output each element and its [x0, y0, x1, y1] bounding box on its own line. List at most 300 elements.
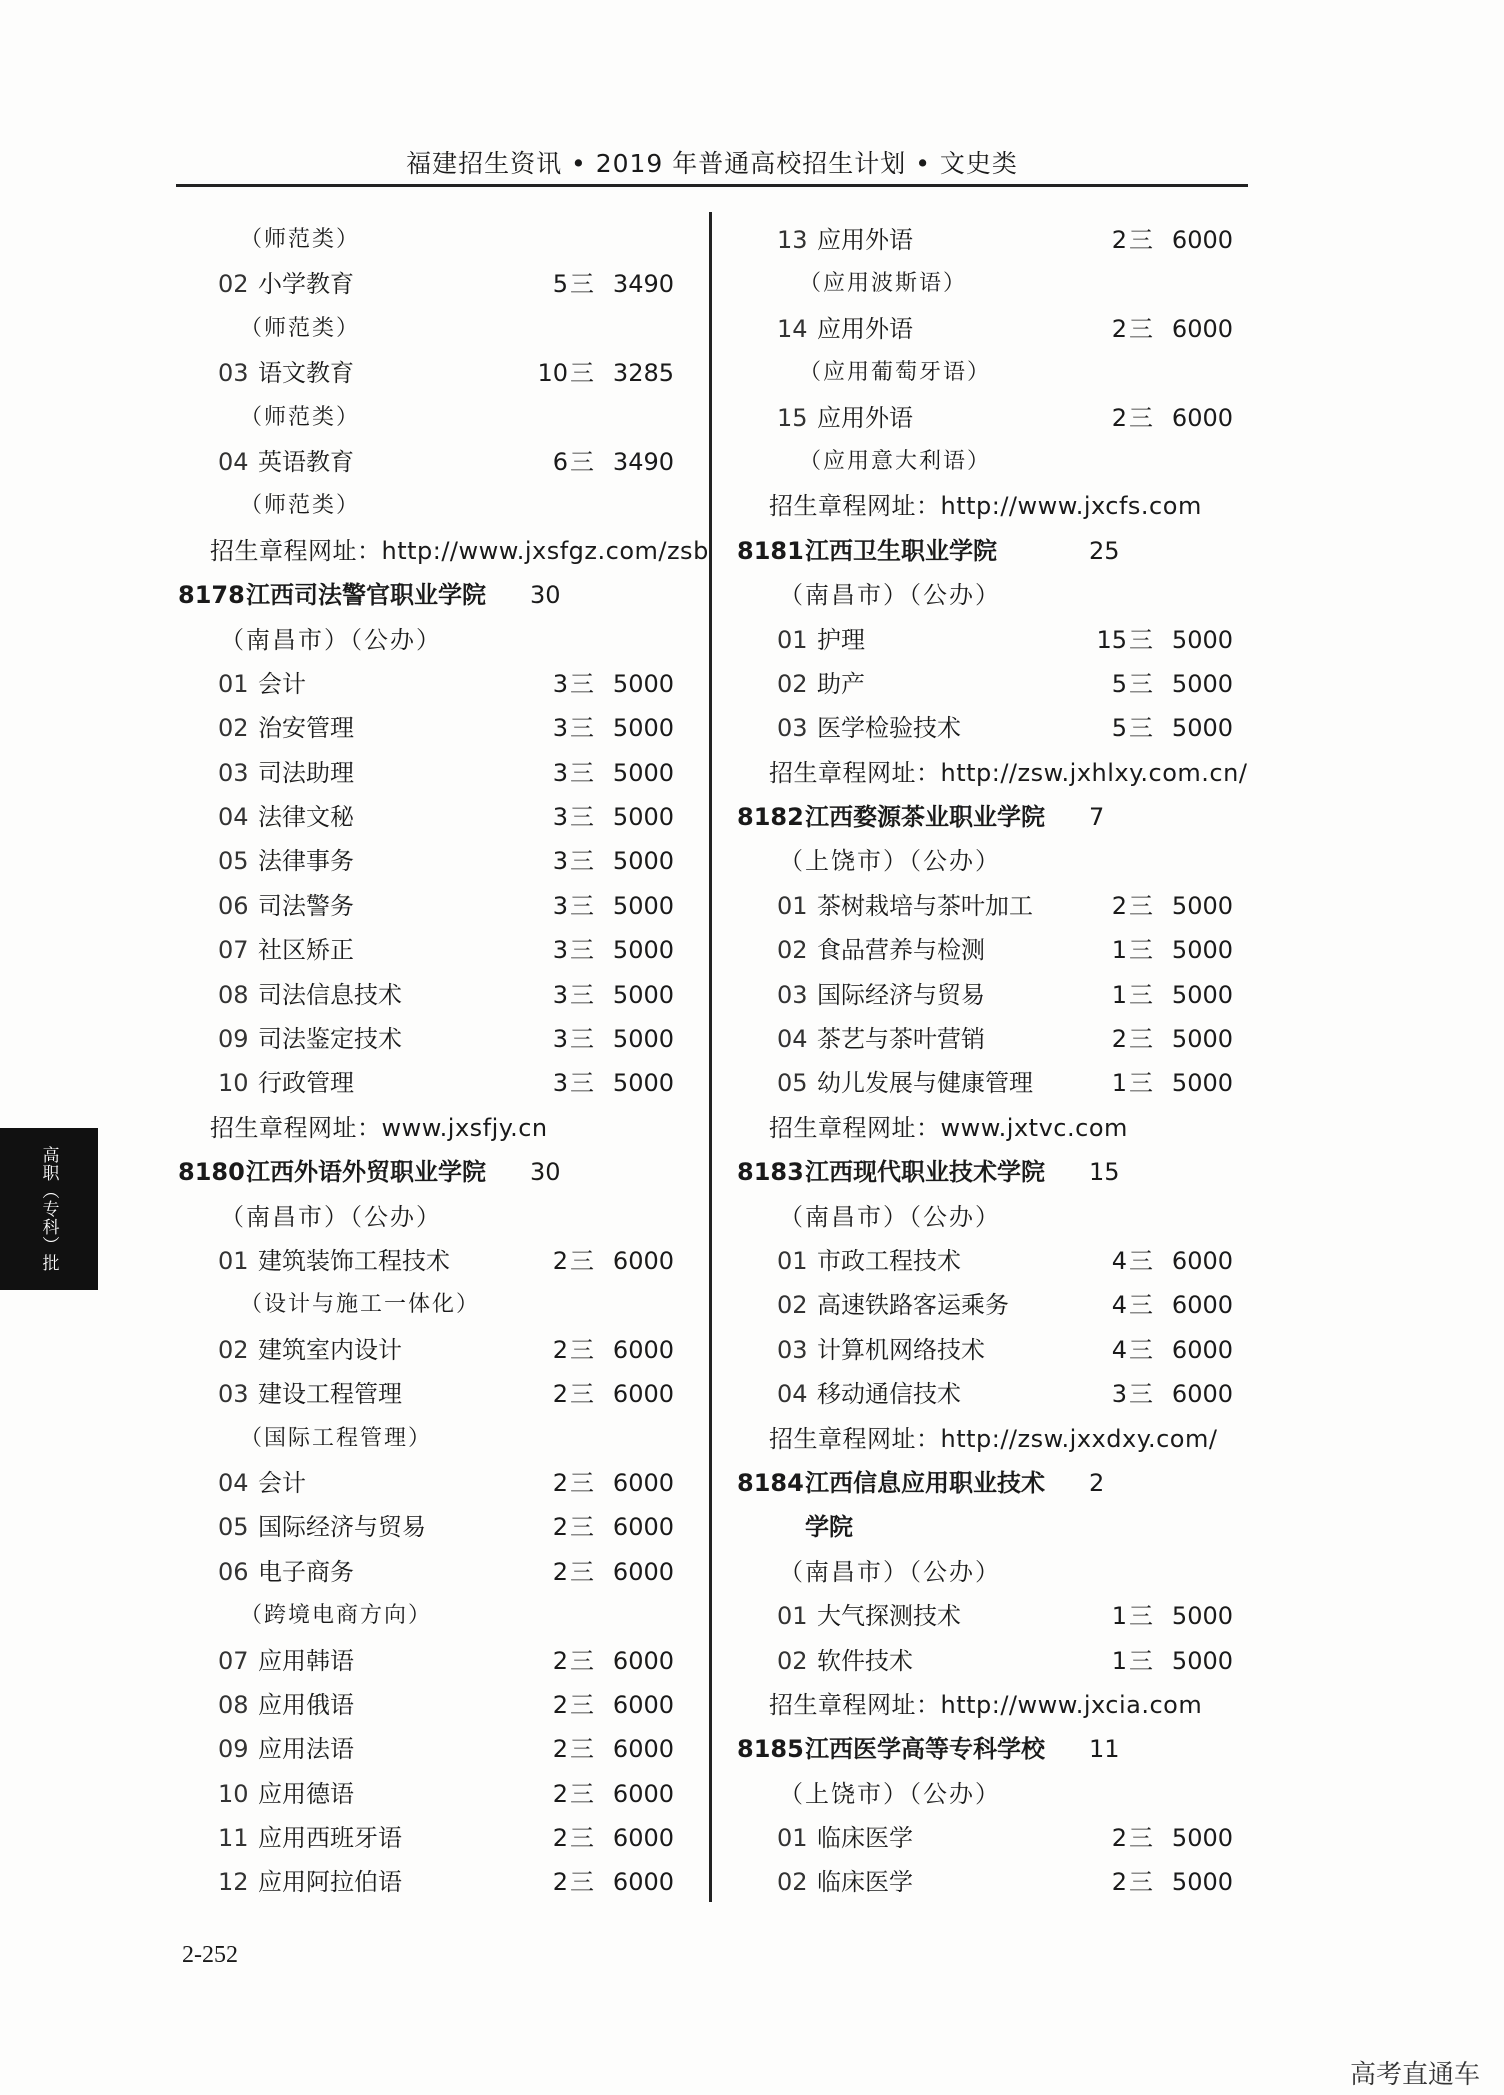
major-row — [737, 618, 1237, 662]
enrollment-count: 15 — [1096, 625, 1127, 654]
school-quota: 30 — [530, 581, 561, 610]
tuition-tier: 三 — [570, 1025, 594, 1054]
major-name: 国际经济与贸易 — [258, 1513, 426, 1542]
tuition-tier: 三 — [570, 1557, 594, 1586]
tuition-tier: 三 — [570, 1380, 594, 1409]
major-row — [178, 1505, 678, 1549]
tuition-fee: 6000 — [612, 1646, 674, 1675]
major-name: 治安管理 — [258, 714, 354, 743]
enrollment-count: 3 — [552, 891, 568, 920]
right-column — [737, 218, 1248, 1905]
major-note-row — [737, 440, 1237, 484]
major-name: 茶艺与茶叶营销 — [817, 1025, 985, 1054]
enrollment-count: 1 — [1111, 1069, 1127, 1098]
enrollment-count: 2 — [552, 1380, 568, 1409]
major-note-row — [737, 351, 1237, 395]
major-row — [737, 1639, 1237, 1683]
major-name: 软件技术 — [817, 1646, 913, 1675]
school-location-row — [178, 618, 678, 662]
enrollment-count: 2 — [1111, 1025, 1127, 1054]
major-row — [178, 1372, 678, 1416]
major-name: 司法助理 — [258, 758, 354, 787]
enrollment-count: 6 — [552, 447, 568, 476]
major-code: 07 — [218, 1646, 249, 1675]
major-row — [737, 662, 1237, 706]
major-name: 司法警务 — [258, 891, 354, 920]
school-location-row — [737, 1772, 1237, 1816]
tuition-tier: 三 — [570, 669, 594, 698]
tuition-tier: 三 — [570, 936, 594, 965]
major-row — [178, 1017, 678, 1061]
major-code: 04 — [777, 1025, 808, 1054]
major-name: 小学教育 — [258, 270, 354, 299]
school-code: 8178 — [178, 581, 245, 610]
enrollment-count: 2 — [1111, 1868, 1127, 1897]
major-note-row — [178, 484, 678, 528]
major-name: 移动通信技术 — [817, 1380, 961, 1409]
major-code: 05 — [777, 1069, 808, 1098]
tuition-fee: 6000 — [612, 1380, 674, 1409]
major-code: 04 — [218, 803, 249, 832]
major-name: 法律事务 — [258, 847, 354, 876]
major-row — [178, 973, 678, 1017]
major-code: 08 — [218, 980, 249, 1009]
tuition-fee: 6000 — [1171, 314, 1233, 343]
tuition-fee: 5000 — [1171, 1602, 1233, 1631]
major-name: 食品营养与检测 — [817, 936, 985, 965]
school-location: （上饶市）（公办） — [779, 847, 1001, 876]
tuition-tier: 三 — [570, 270, 594, 299]
admission-url-row — [737, 751, 1248, 795]
major-note-row — [178, 1283, 678, 1327]
school-quota: 7 — [1089, 803, 1105, 832]
major-name: 应用韩语 — [258, 1646, 354, 1675]
admission-url-row — [737, 1683, 1237, 1727]
major-row — [178, 1772, 678, 1816]
major-code: 01 — [777, 1602, 808, 1631]
major-code: 08 — [218, 1690, 249, 1719]
enrollment-count: 3 — [552, 758, 568, 787]
major-note: （师范类） — [240, 315, 361, 341]
major-name: 司法信息技术 — [258, 980, 402, 1009]
school-code: 8183 — [737, 1158, 804, 1187]
major-note: （师范类） — [240, 404, 361, 430]
major-code: 03 — [218, 758, 249, 787]
enrollment-count: 3 — [552, 669, 568, 698]
major-row — [178, 884, 678, 928]
major-name: 应用法语 — [258, 1735, 354, 1764]
school-location: （南昌市）（公办） — [220, 1202, 442, 1231]
tuition-fee: 5000 — [612, 891, 674, 920]
school-quota: 2 — [1089, 1468, 1105, 1497]
tuition-tier: 三 — [570, 714, 594, 743]
major-row — [178, 1061, 678, 1105]
major-row — [178, 262, 678, 306]
major-note: （应用意大利语） — [799, 448, 992, 474]
major-name: 应用外语 — [817, 314, 913, 343]
tuition-tier: 三 — [1129, 936, 1153, 965]
enrollment-count: 2 — [1111, 891, 1127, 920]
major-code: 03 — [777, 980, 808, 1009]
major-row — [178, 928, 678, 972]
major-note-row — [178, 307, 678, 351]
tuition-fee: 5000 — [1171, 1824, 1233, 1853]
major-note: （师范类） — [240, 493, 361, 519]
tuition-tier: 三 — [570, 1868, 594, 1897]
school-quota: 30 — [530, 1158, 561, 1187]
school-header-row — [737, 529, 1237, 573]
major-code: 03 — [777, 714, 808, 743]
tuition-tier: 三 — [1129, 226, 1153, 254]
tuition-tier: 三 — [1129, 1246, 1153, 1275]
tuition-tier: 三 — [570, 980, 594, 1009]
school-name: 江西外语外贸职业学院 — [246, 1158, 486, 1187]
major-row — [178, 1683, 678, 1727]
major-name: 应用外语 — [817, 226, 913, 254]
tuition-tier: 三 — [1129, 891, 1153, 920]
enrollment-count: 3 — [1111, 1380, 1127, 1409]
major-name: 茶树栽培与茶叶加工 — [817, 891, 1033, 920]
major-row — [737, 307, 1237, 351]
school-location-row — [178, 1195, 678, 1239]
tuition-fee: 5000 — [1171, 1868, 1233, 1897]
tuition-tier: 三 — [570, 803, 594, 832]
major-name: 应用德语 — [258, 1779, 354, 1808]
school-name: 江西卫生职业学院 — [805, 536, 997, 565]
tuition-fee: 6000 — [1171, 226, 1233, 254]
school-name: 江西婺源茶业职业学院 — [805, 803, 1045, 832]
major-code: 03 — [218, 1380, 249, 1409]
tuition-fee: 3285 — [612, 359, 674, 388]
major-code: 02 — [777, 1868, 808, 1897]
major-name: 高速铁路客运乘务 — [817, 1291, 1009, 1320]
tuition-tier: 三 — [570, 359, 594, 388]
major-row — [737, 928, 1237, 972]
enrollment-count: 10 — [537, 359, 568, 388]
tuition-tier: 三 — [570, 1735, 594, 1764]
major-code: 02 — [218, 714, 249, 743]
major-row — [178, 1816, 678, 1860]
major-code: 13 — [777, 226, 808, 254]
header-rule — [176, 184, 1248, 187]
major-row — [178, 795, 678, 839]
major-code: 06 — [218, 1557, 249, 1586]
major-name: 应用俄语 — [258, 1690, 354, 1719]
school-location: （南昌市）（公办） — [220, 625, 442, 654]
enrollment-count: 5 — [552, 270, 568, 299]
admission-url-row — [737, 1417, 1237, 1461]
tuition-tier: 三 — [570, 1246, 594, 1275]
tuition-fee: 6000 — [1171, 1246, 1233, 1275]
school-quota: 11 — [1089, 1735, 1120, 1764]
tuition-fee: 5000 — [1171, 891, 1233, 920]
enrollment-count: 1 — [1111, 1646, 1127, 1675]
major-name: 建筑装饰工程技术 — [258, 1246, 450, 1275]
enrollment-count: 2 — [552, 1824, 568, 1853]
tuition-tier: 三 — [570, 447, 594, 476]
enrollment-count: 1 — [1111, 1602, 1127, 1631]
major-code: 09 — [218, 1025, 249, 1054]
school-quota: 15 — [1089, 1158, 1120, 1187]
major-code: 12 — [218, 1868, 249, 1897]
tuition-fee: 6000 — [612, 1335, 674, 1364]
major-code: 03 — [218, 359, 249, 388]
tuition-tier: 三 — [570, 1513, 594, 1542]
tuition-fee: 5000 — [612, 980, 674, 1009]
enrollment-count: 2 — [1111, 226, 1127, 254]
enrollment-count: 2 — [552, 1246, 568, 1275]
major-row — [737, 1017, 1237, 1061]
tuition-tier: 三 — [1129, 1025, 1153, 1054]
major-code: 11 — [218, 1824, 249, 1853]
enrollment-count: 4 — [1111, 1291, 1127, 1320]
enrollment-count: 3 — [552, 1069, 568, 1098]
major-name: 医学检验技术 — [817, 714, 961, 743]
major-row — [737, 884, 1237, 928]
major-code: 01 — [777, 625, 808, 654]
major-row — [178, 1550, 678, 1594]
admission-url: 招生章程网址：http://www.jxcfs.com — [769, 492, 1202, 521]
section-side-tab — [0, 1128, 98, 1290]
tuition-fee: 6000 — [612, 1513, 674, 1542]
tuition-fee: 5000 — [1171, 625, 1233, 654]
enrollment-count: 2 — [552, 1513, 568, 1542]
enrollment-count: 3 — [552, 936, 568, 965]
enrollment-count: 2 — [552, 1646, 568, 1675]
school-name: 江西现代职业技术学院 — [805, 1158, 1045, 1187]
major-code: 10 — [218, 1069, 249, 1098]
major-code: 02 — [218, 1335, 249, 1364]
major-name: 建设工程管理 — [258, 1380, 402, 1409]
tuition-tier: 三 — [1129, 1824, 1153, 1853]
major-row — [178, 1461, 678, 1505]
tuition-fee: 6000 — [1171, 1335, 1233, 1364]
major-row — [737, 1372, 1237, 1416]
watermark: 高考直通车 — [1349, 2060, 1480, 2090]
school-code: 8185 — [737, 1735, 804, 1764]
tuition-tier: 三 — [1129, 1380, 1153, 1409]
tuition-tier: 三 — [570, 1069, 594, 1098]
major-row — [178, 751, 678, 795]
major-name: 护理 — [817, 625, 865, 654]
major-name: 行政管理 — [258, 1069, 354, 1098]
tuition-fee: 5000 — [1171, 1025, 1233, 1054]
major-name: 建筑室内设计 — [258, 1335, 402, 1364]
major-note-row — [737, 262, 1237, 306]
major-row — [178, 1639, 678, 1683]
major-note-row — [178, 1417, 678, 1461]
major-code: 01 — [218, 1246, 249, 1275]
tuition-fee: 5000 — [612, 714, 674, 743]
enrollment-count: 2 — [552, 1868, 568, 1897]
major-row — [178, 1239, 678, 1283]
tuition-tier: 三 — [1129, 1646, 1153, 1675]
school-location-row — [737, 839, 1237, 883]
tuition-tier: 三 — [570, 1824, 594, 1853]
enrollment-count: 2 — [552, 1779, 568, 1808]
tuition-fee: 5000 — [1171, 980, 1233, 1009]
major-name: 国际经济与贸易 — [817, 980, 985, 1009]
major-code: 02 — [777, 1646, 808, 1675]
major-note: （设计与施工一体化） — [240, 1292, 481, 1318]
school-name: 江西医学高等专科学校 — [805, 1735, 1045, 1764]
major-code: 07 — [218, 936, 249, 965]
major-code: 02 — [777, 936, 808, 965]
major-code: 01 — [777, 1246, 808, 1275]
tuition-fee: 6000 — [1171, 1380, 1233, 1409]
school-code: 8180 — [178, 1158, 245, 1187]
enrollment-count: 3 — [552, 803, 568, 832]
tuition-tier: 三 — [570, 1335, 594, 1364]
major-name: 市政工程技术 — [817, 1246, 961, 1275]
tuition-tier: 三 — [1129, 1335, 1153, 1364]
enrollment-count: 3 — [552, 1025, 568, 1054]
major-row — [737, 1328, 1237, 1372]
tuition-tier: 三 — [1129, 1602, 1153, 1631]
column-divider — [709, 212, 712, 1902]
admission-url-row — [178, 529, 709, 573]
school-name: 江西司法警官职业学院 — [246, 581, 486, 610]
major-row — [737, 973, 1237, 1017]
enrollment-count: 2 — [552, 1557, 568, 1586]
enrollment-count: 2 — [552, 1735, 568, 1764]
enrollment-count: 2 — [552, 1690, 568, 1719]
major-row — [178, 706, 678, 750]
tuition-fee: 5000 — [1171, 1069, 1233, 1098]
tuition-fee: 6000 — [612, 1468, 674, 1497]
tuition-fee: 6000 — [612, 1557, 674, 1586]
admission-url-row — [737, 484, 1237, 528]
major-name: 社区矫正 — [258, 936, 354, 965]
tuition-fee: 5000 — [1171, 669, 1233, 698]
enrollment-count: 1 — [1111, 936, 1127, 965]
tuition-fee: 6000 — [612, 1246, 674, 1275]
enrollment-count: 2 — [552, 1335, 568, 1364]
major-name: 应用外语 — [817, 403, 913, 432]
admission-url: 招生章程网址：http://zsw.jxxdxy.com/ — [769, 1424, 1218, 1453]
major-code: 06 — [218, 891, 249, 920]
tuition-tier: 三 — [570, 847, 594, 876]
side-tab-label: 高职（专科）批 — [38, 1146, 59, 1272]
major-note: （国际工程管理） — [240, 1425, 433, 1451]
admission-url: 招生章程网址：http://www.jxsfgz.com/zsb — [210, 536, 709, 565]
major-name: 会计 — [258, 669, 306, 698]
major-code: 14 — [777, 314, 808, 343]
tuition-tier: 三 — [1129, 314, 1153, 343]
major-row — [178, 351, 678, 395]
tuition-tier: 三 — [1129, 669, 1153, 698]
tuition-fee: 6000 — [612, 1824, 674, 1853]
major-row — [178, 662, 678, 706]
major-code: 01 — [777, 891, 808, 920]
major-name: 语文教育 — [258, 359, 354, 388]
school-location-row — [737, 1195, 1237, 1239]
admission-url: 招生章程网址：www.jxtvc.com — [769, 1113, 1128, 1142]
tuition-fee: 5000 — [1171, 936, 1233, 965]
school-header-row — [737, 795, 1237, 839]
admission-url-row — [737, 1106, 1237, 1150]
major-note: （师范类） — [240, 227, 361, 252]
school-name: 江西信息应用职业技术 — [805, 1468, 1045, 1497]
enrollment-count: 2 — [1111, 314, 1127, 343]
school-location: （南昌市）（公办） — [779, 1202, 1001, 1231]
tuition-fee: 5000 — [612, 847, 674, 876]
major-row — [178, 1328, 678, 1372]
major-row — [178, 440, 678, 484]
major-name: 计算机网络技术 — [817, 1335, 985, 1364]
tuition-fee: 5000 — [612, 758, 674, 787]
tuition-fee: 6000 — [612, 1868, 674, 1897]
school-code: 8182 — [737, 803, 804, 832]
enrollment-count: 5 — [1111, 714, 1127, 743]
school-location: （南昌市）（公办） — [779, 581, 1001, 610]
tuition-fee: 5000 — [612, 1025, 674, 1054]
admission-url: 招生章程网址：http://www.jxcia.com — [769, 1690, 1203, 1719]
major-row — [178, 839, 678, 883]
left-column — [178, 218, 709, 1905]
major-name: 法律文秘 — [258, 803, 354, 832]
major-name: 临床医学 — [817, 1868, 913, 1897]
tuition-fee: 5000 — [612, 669, 674, 698]
school-header-row — [178, 573, 678, 617]
major-code: 01 — [218, 669, 249, 698]
page-header-title: 福建招生资讯 • 2019 年普通高校招生计划 • 文史类 — [406, 149, 1018, 178]
tuition-tier: 三 — [570, 1779, 594, 1808]
major-name: 电子商务 — [258, 1557, 354, 1586]
tuition-fee: 3490 — [612, 447, 674, 476]
tuition-fee: 5000 — [1171, 1646, 1233, 1675]
tuition-tier: 三 — [570, 1646, 594, 1675]
tuition-tier: 三 — [1129, 1868, 1153, 1897]
enrollment-count: 1 — [1111, 980, 1127, 1009]
enrollment-count: 5 — [1111, 669, 1127, 698]
tuition-tier: 三 — [1129, 1291, 1153, 1320]
major-name: 应用西班牙语 — [258, 1824, 402, 1853]
tuition-tier: 三 — [1129, 714, 1153, 743]
school-location-row — [737, 1550, 1237, 1594]
tuition-tier: 三 — [570, 1690, 594, 1719]
tuition-tier: 三 — [1129, 1069, 1153, 1098]
major-name: 司法鉴定技术 — [258, 1025, 402, 1054]
enrollment-count: 2 — [1111, 403, 1127, 432]
enrollment-count: 4 — [1111, 1246, 1127, 1275]
major-row — [737, 218, 1237, 262]
major-code: 02 — [218, 270, 249, 299]
major-row — [178, 1727, 678, 1771]
tuition-tier: 三 — [570, 1468, 594, 1497]
major-row — [737, 1061, 1237, 1105]
major-code: 04 — [218, 1468, 249, 1497]
tuition-tier: 三 — [1129, 980, 1153, 1009]
major-code: 04 — [218, 447, 249, 476]
tuition-fee: 5000 — [612, 803, 674, 832]
tuition-fee: 5000 — [612, 936, 674, 965]
major-code: 02 — [777, 669, 808, 698]
tuition-fee: 6000 — [1171, 1291, 1233, 1320]
major-name: 应用阿拉伯语 — [258, 1868, 402, 1897]
major-note: （应用葡萄牙语） — [799, 360, 992, 386]
page-number: 2-252 — [182, 1942, 238, 1968]
major-code: 01 — [777, 1824, 808, 1853]
tuition-fee: 6000 — [612, 1735, 674, 1764]
tuition-tier: 三 — [570, 758, 594, 787]
major-row — [178, 1860, 678, 1904]
school-header-row — [178, 1150, 678, 1194]
major-row — [737, 1816, 1237, 1860]
enrollment-count: 3 — [552, 980, 568, 1009]
tuition-tier: 三 — [570, 891, 594, 920]
major-code: 03 — [777, 1335, 808, 1364]
